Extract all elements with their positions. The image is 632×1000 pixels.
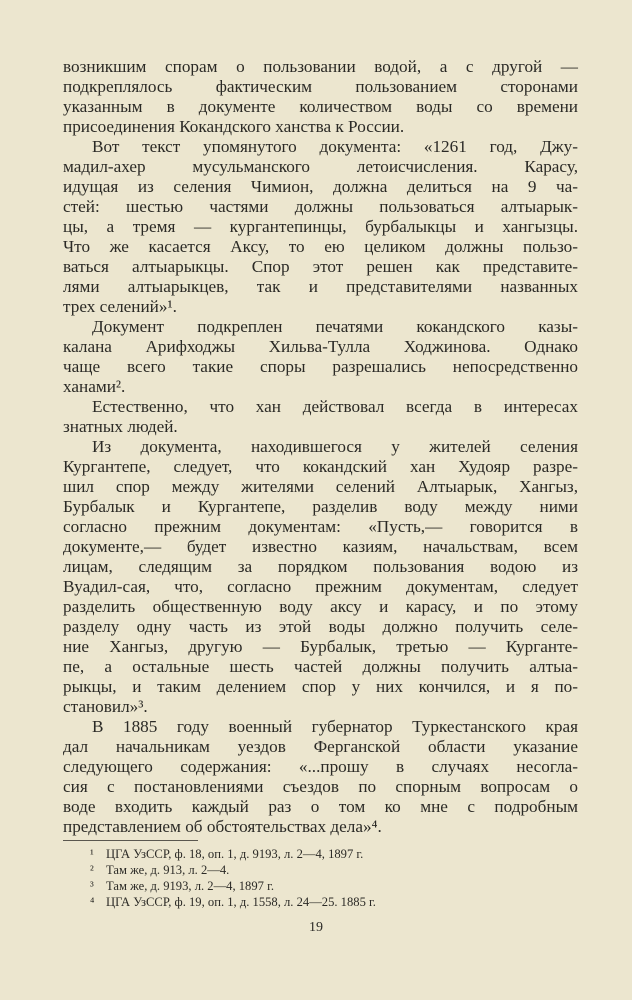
- text-line: мадил-ахер мусульманского летоисчисления. Карасу,: [63, 157, 578, 176]
- text-line: лицам, следящим за порядком пользования водою из: [63, 557, 578, 576]
- text-line: воде входить каждый раз о том ко мне с подробным: [63, 797, 578, 816]
- footnote: [90, 878, 274, 894]
- footnote-number: ¹: [90, 847, 94, 861]
- text-line: документе,— будет известно казиям, начальствам, всем: [63, 537, 578, 556]
- text-line: возникшим спорам о пользовании водой, а с другой —: [63, 57, 578, 76]
- text-line: Вот текст упомянутого документа: «1261 год, Джу-: [92, 137, 578, 156]
- text-line: Документ подкреплен печатями кокандского казы-: [92, 317, 578, 336]
- text-line: знатных людей.: [63, 417, 178, 436]
- text-line: пе, а остальные шесть частей должны получить алтыа-: [63, 657, 578, 676]
- footnote-text: Там же, д. 913, л. 2—4.: [106, 863, 230, 877]
- footnote-number: ²: [90, 863, 94, 877]
- footnote-text: ЦГА УзССР, ф. 19, оп. 1, д. 1558, л. 24—25. 1885 г.: [106, 895, 376, 909]
- footnote-number: ⁴: [90, 895, 95, 909]
- text-line: подкреплялось фактическим пользованием сторонами: [63, 77, 578, 96]
- page-number: 19: [309, 920, 323, 935]
- footnote-text: ЦГА УзССР, ф. 18, оп. 1, д. 9193, л. 2—4, 1897 г.: [106, 847, 364, 861]
- text-line: шил спор между жителями селений Алтыарык, Хангыз,: [63, 477, 578, 496]
- text-line: Кургантепе, следует, что кокандский хан Худояр разре-: [63, 457, 578, 476]
- text-line: присоединения Кокандского ханства к России.: [63, 117, 405, 136]
- footnote: [90, 894, 376, 910]
- text-line: Естественно, что хан действовал всегда в интересах: [92, 397, 578, 416]
- footnote: [90, 862, 229, 878]
- text-line: ханами².: [63, 377, 126, 396]
- footnote-divider: [63, 840, 198, 841]
- footnote: [90, 846, 363, 862]
- text-line: В 1885 году военный губернатор Туркестанского края: [92, 717, 578, 736]
- text-line: согласно прежним документам: «Пусть,— говорится в: [63, 517, 578, 536]
- text-line: следующего содержания: «...прошу в случаях несогла-: [63, 757, 578, 776]
- text-line: калана Арифходжы Хильва-Тулла Ходжинова. Однако: [63, 337, 578, 356]
- text-line: указанным в документе количеством воды со времени: [63, 97, 578, 116]
- text-line: Вуадил-сая, что, согласно прежним документам, следует: [63, 577, 578, 596]
- text-line: ние Хангыз, другую — Бурбалык, третью — Курганте-: [63, 637, 578, 656]
- text-line: цы, а тремя — кургантепинцы, бурбалыкцы и хангызцы.: [63, 217, 578, 236]
- text-line: разделить общественную воду аксу и карасу, и по этому: [63, 597, 578, 616]
- text-line: дал начальникам уездов Ферганской области указание: [63, 737, 578, 756]
- text-line: Бурбалык и Кургантепе, разделив воду между ними: [63, 497, 578, 516]
- text-line: идущая из селения Чимион, должна делиться на 9 ча-: [63, 177, 578, 196]
- text-line: чаще всего такие споры разрешались непосредственно: [63, 357, 578, 376]
- text-line: лями алтыарыкцев, так и представителями названных: [63, 277, 578, 296]
- text-line: сия с постановлениями съездов по спорным вопросам о: [63, 777, 578, 796]
- text-line: становил»³.: [63, 697, 148, 716]
- text-line: разделу одну часть из этой воды должно получить селе-: [63, 617, 578, 636]
- text-line: рыкцы, и таким делением спор у них кончился, и я по-: [63, 677, 578, 696]
- text-line: Из документа, находившегося у жителей селения: [92, 437, 578, 456]
- text-line: стей: шестью частями должны пользоваться алтыарык-: [63, 197, 578, 216]
- footnote-text: Там же, д. 9193, л. 2—4, 1897 г.: [106, 879, 274, 893]
- footnote-number: ³: [90, 879, 94, 893]
- text-line: ваться алтыарыкцы. Спор этот решен как представите-: [63, 257, 578, 276]
- text-line: трех селений»¹.: [63, 297, 177, 316]
- text-line: представлением об обстоятельствах дела»⁴.: [63, 817, 382, 836]
- text-line: Что же касается Аксу, то ею целиком должны пользо-: [63, 237, 578, 256]
